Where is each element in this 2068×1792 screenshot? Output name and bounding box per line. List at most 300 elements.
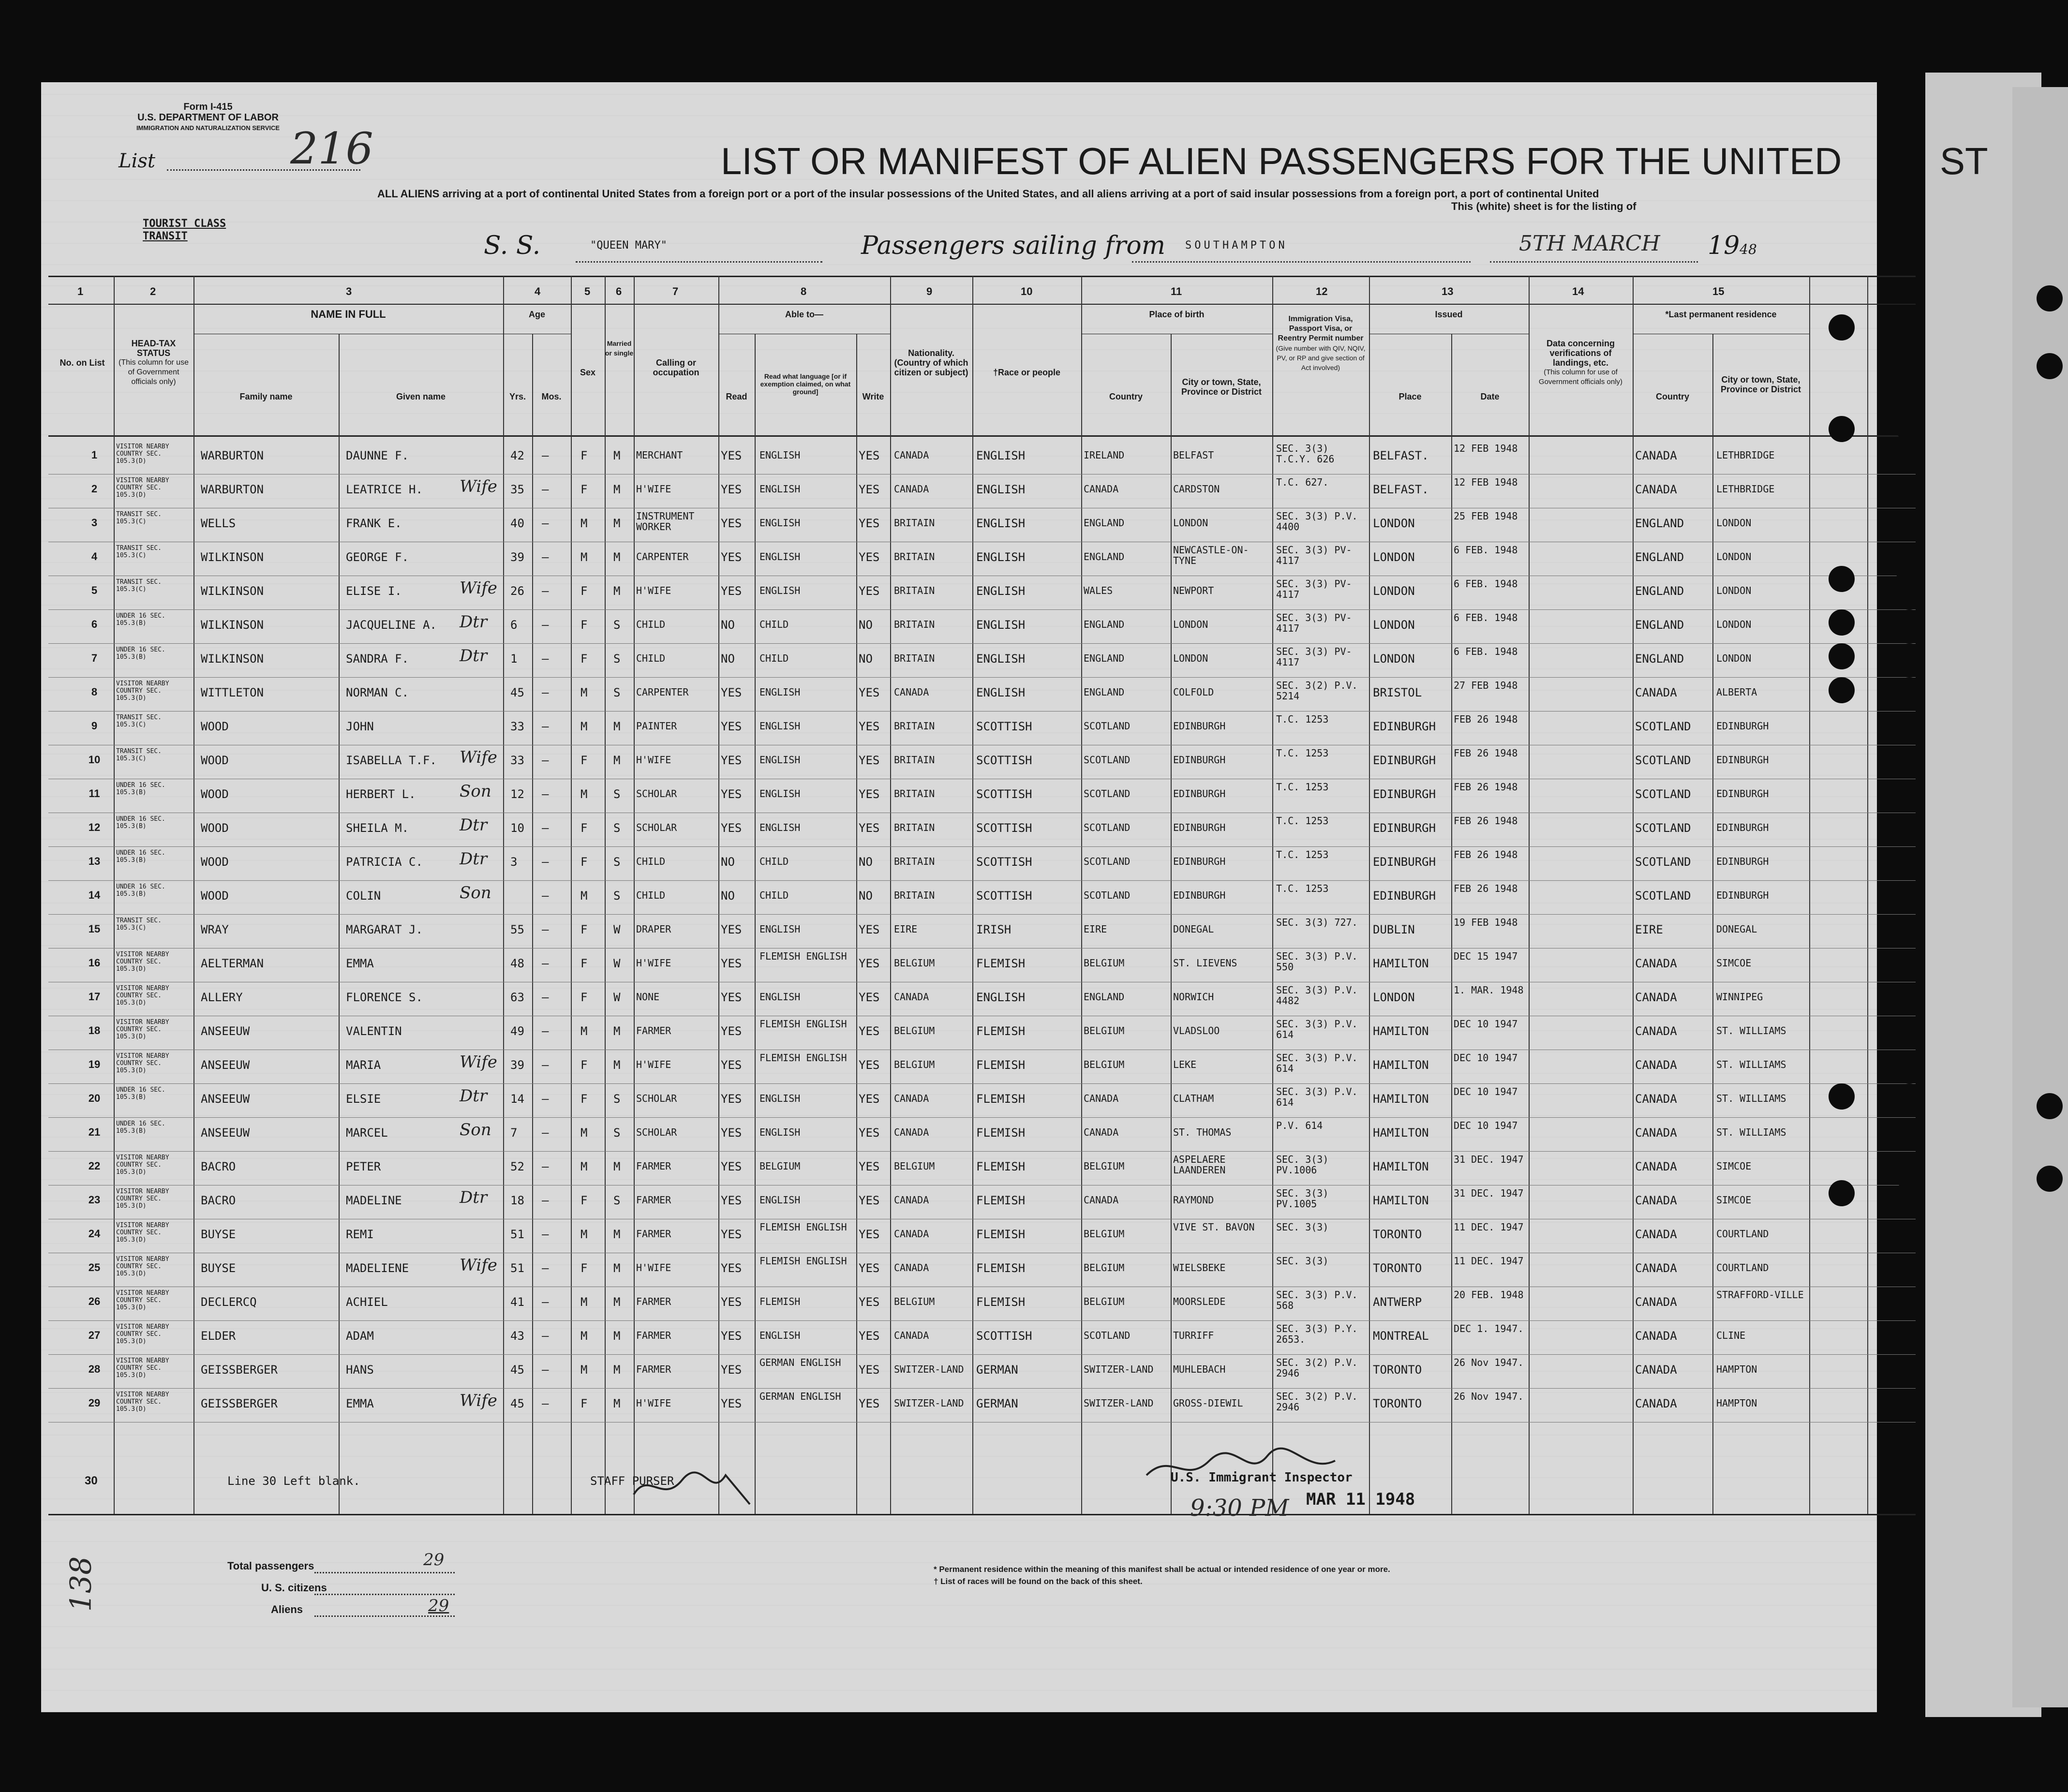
family-name: BUYSE <box>201 1228 236 1241</box>
sex: F <box>580 449 588 462</box>
read: YES <box>721 686 742 699</box>
row-number: 3 <box>91 517 98 529</box>
birth-city: EDINBURGH <box>1173 720 1226 732</box>
head-tax-status: VISITOR NEARBY COUNTRY SEC. 105.3(D) <box>116 477 169 499</box>
given-name: REMI <box>346 1228 374 1241</box>
punch-hole <box>2037 1166 2063 1192</box>
age: 39 <box>510 550 524 564</box>
row-number: 5 <box>91 584 98 596</box>
birth-country: WALES <box>1084 585 1113 596</box>
hdr-able-to: Able to— <box>785 310 823 319</box>
issued-date: DEC 10 1947 <box>1454 1018 1518 1030</box>
age: 1 <box>510 652 518 666</box>
issued-place: LONDON <box>1373 618 1415 632</box>
table-row <box>48 508 1916 542</box>
marital-status: M <box>613 1295 621 1309</box>
nationality: BRITAIN <box>894 754 935 766</box>
sex: F <box>580 821 588 835</box>
head-tax-status: VISITOR NEARBY COUNTRY SEC. 105.3(D) <box>116 1323 169 1345</box>
occupation: FARMER <box>636 1160 671 1172</box>
nationality: CANADA <box>894 1194 929 1206</box>
marital-status: S <box>613 889 621 903</box>
read: YES <box>721 1160 742 1173</box>
nationality: CANADA <box>894 1262 929 1274</box>
birth-country: CANADA <box>1084 1194 1119 1206</box>
given-name: HANS <box>346 1363 374 1377</box>
sex: M <box>580 550 588 564</box>
colnum-9: 9 <box>926 285 933 297</box>
read: YES <box>721 517 742 530</box>
head-tax-status: TRANSIT SEC. 105.3(C) <box>116 714 162 728</box>
table-row <box>48 1219 1916 1253</box>
page-title-continued: ST <box>1940 140 1988 182</box>
head-tax-status: UNDER 16 SEC. 105.3(B) <box>116 612 165 627</box>
nationality: BRITAIN <box>894 856 935 867</box>
age: 45 <box>510 686 524 699</box>
birth-city: LONDON <box>1173 619 1208 630</box>
visa-number: SEC. 3(3) T.C.Y. 626 <box>1276 443 1335 465</box>
language: FLEMISH ENGLISH <box>759 1255 847 1267</box>
margin-note: 138 <box>64 1556 98 1612</box>
residence-city: ST. WILLIAMS <box>1716 1126 1786 1138</box>
issued-place: EDINBURGH <box>1373 821 1436 835</box>
relationship-note: Wife <box>460 1052 497 1072</box>
age: 45 <box>510 1363 524 1377</box>
given-name: MARGARAT J. <box>346 923 423 936</box>
head-tax-status: VISITOR NEARBY COUNTRY SEC. 105.3(D) <box>116 1188 169 1210</box>
visa-number: SEC. 3(3) PV-4117 <box>1276 646 1352 668</box>
marital-status: M <box>613 1160 621 1173</box>
marital-status: S <box>613 821 621 835</box>
race: ENGLISH <box>976 686 1026 699</box>
residence-city: LONDON <box>1716 619 1752 630</box>
sex: F <box>580 584 588 598</box>
table-row <box>48 779 1916 813</box>
row-number: 7 <box>91 652 98 664</box>
race: SCOTTISH <box>976 855 1032 869</box>
months-tick-mark: — <box>542 618 549 632</box>
language: CHILD <box>759 619 789 630</box>
language: GERMAN ENGLISH <box>759 1357 841 1368</box>
write: YES <box>859 821 880 835</box>
residence-country: CANADA <box>1635 483 1677 496</box>
residence-city: HAMPTON <box>1716 1363 1757 1375</box>
relationship-note: Dtr <box>460 1086 488 1106</box>
language: ENGLISH <box>759 449 801 461</box>
sex: F <box>580 754 588 767</box>
issued-place: HAMILTON <box>1373 957 1429 970</box>
birth-country: SCOTLAND <box>1084 822 1131 833</box>
issued-date: 19 FEB 1948 <box>1454 917 1518 928</box>
class-labels <box>143 218 226 243</box>
visa-number: T.C. 1253 <box>1276 849 1329 860</box>
occupation: FARMER <box>636 1330 671 1341</box>
hdr-sex: Sex <box>580 368 596 377</box>
punch-hole <box>2037 1093 2063 1119</box>
total-line <box>314 1572 455 1573</box>
head-tax-status: TRANSIT SEC. 105.3(C) <box>116 917 162 932</box>
age: 43 <box>510 1329 524 1343</box>
issued-place: TORONTO <box>1373 1228 1422 1241</box>
race: FLEMISH <box>976 1058 1026 1072</box>
residence-city: ALBERTA <box>1716 686 1757 698</box>
read: YES <box>721 1363 742 1377</box>
visa-number: SEC. 3(3) PV.1006 <box>1276 1154 1329 1176</box>
sex: F <box>580 1261 588 1275</box>
residence-city: EDINBURGH <box>1716 856 1769 867</box>
occupation: FARMER <box>636 1228 671 1240</box>
residence-country: SCOTLAND <box>1635 821 1691 835</box>
residence-city: ST. WILLIAMS <box>1716 1059 1786 1070</box>
relationship-note: Wife <box>460 578 497 598</box>
occupation: CHILD <box>636 652 666 664</box>
age: 6 <box>510 618 518 632</box>
visa-number: SEC. 3(3) P.V. 568 <box>1276 1289 1358 1311</box>
hdr-read: Read <box>726 392 747 401</box>
occupation: INSTRUMENT WORKER <box>636 510 695 533</box>
visa-number: T.C. 1253 <box>1276 815 1329 827</box>
visa-number: T.C. 627. <box>1276 476 1329 488</box>
birth-city: MUHLEBACH <box>1173 1363 1226 1375</box>
row-number: 16 <box>88 957 101 969</box>
write: NO <box>859 618 873 632</box>
colnum-14: 14 <box>1572 285 1584 297</box>
sailing-port: SOUTHAMPTON <box>1185 239 1288 252</box>
read: YES <box>721 1329 742 1343</box>
age: 42 <box>510 449 524 462</box>
age: 33 <box>510 754 524 767</box>
write: YES <box>859 584 880 598</box>
table-row <box>48 1185 1916 1219</box>
write: YES <box>859 787 880 801</box>
write: NO <box>859 889 873 903</box>
residence-city: LONDON <box>1716 585 1752 596</box>
race: FLEMISH <box>976 1261 1026 1275</box>
write: YES <box>859 754 880 767</box>
table-row <box>48 474 1916 508</box>
issued-place: EDINBURGH <box>1373 855 1436 869</box>
language: CHILD <box>759 856 789 867</box>
row-number: 19 <box>88 1058 101 1070</box>
given-name: MARCEL <box>346 1126 388 1140</box>
sex: F <box>580 1092 588 1106</box>
marital-status: W <box>613 923 621 936</box>
birth-country: BELGIUM <box>1084 1059 1125 1070</box>
nationality: CANADA <box>894 1093 929 1104</box>
issued-place: LONDON <box>1373 584 1415 598</box>
nationality: EIRE <box>894 923 918 935</box>
race: FLEMISH <box>976 1024 1026 1038</box>
family-name: WILKINSON <box>201 584 264 598</box>
read: YES <box>721 923 742 936</box>
birth-country: CANADA <box>1084 1126 1119 1138</box>
race: IRISH <box>976 923 1012 936</box>
age: 12 <box>510 787 524 801</box>
table-row <box>48 813 1916 846</box>
given-name: EMMA <box>346 1397 374 1410</box>
residence-country: SCOTLAND <box>1635 889 1691 903</box>
read: YES <box>721 483 742 496</box>
age: 48 <box>510 957 524 970</box>
table-row <box>48 711 1916 745</box>
head-tax-status: VISITOR NEARBY COUNTRY SEC. 105.3(D) <box>116 951 169 973</box>
hdr-visa <box>1275 314 1367 372</box>
residence-city: EDINBURGH <box>1716 889 1769 901</box>
occupation: CARPENTER <box>636 686 689 698</box>
list-dotline <box>167 169 360 171</box>
write: YES <box>859 483 880 496</box>
months-tick-mark: — <box>542 1397 549 1410</box>
aliens-line <box>314 1615 455 1617</box>
age: 55 <box>510 923 524 936</box>
age: 52 <box>510 1160 524 1173</box>
read: YES <box>721 1194 742 1207</box>
residence-city: LETHBRIDGE <box>1716 449 1775 461</box>
given-name: VALENTIN <box>346 1024 402 1038</box>
months-tick-mark: — <box>542 787 549 801</box>
nationality: CANADA <box>894 1126 929 1138</box>
write: NO <box>859 652 873 666</box>
issued-date: 6 FEB. 1948 <box>1454 612 1518 623</box>
residence-country: EIRE <box>1635 923 1663 936</box>
given-name: LEATRICE H. <box>346 483 423 496</box>
birth-city: CLATHAM <box>1173 1093 1214 1104</box>
age: 51 <box>510 1261 524 1275</box>
row-number: 11 <box>89 787 100 800</box>
aliens-label: Aliens <box>271 1603 303 1615</box>
residence-city: SIMCOE <box>1716 957 1752 969</box>
given-name: MARIA <box>346 1058 381 1072</box>
visa-number: T.C. 1253 <box>1276 883 1329 894</box>
punch-hole <box>1896 1083 1922 1110</box>
birth-country: BELGIUM <box>1084 957 1125 969</box>
row-number: 15 <box>88 923 101 935</box>
residence-country: SCOTLAND <box>1635 787 1691 801</box>
read: YES <box>721 991 742 1004</box>
issued-date: 20 FEB. 1948 <box>1454 1289 1524 1301</box>
relationship-note: Son <box>460 883 491 903</box>
nationality: BRITAIN <box>894 822 935 833</box>
marital-status: M <box>613 483 621 496</box>
issued-date: FEB 26 1948 <box>1454 849 1518 860</box>
language: ENGLISH <box>759 1093 801 1104</box>
colnum-3: 3 <box>346 285 352 297</box>
row30-text: Line 30 Left blank. <box>227 1474 360 1488</box>
birth-country: ENGLAND <box>1084 652 1125 664</box>
row-number: 23 <box>88 1194 101 1206</box>
read: YES <box>721 787 742 801</box>
issued-place: ANTWERP <box>1373 1295 1422 1309</box>
residence-country: ENGLAND <box>1635 550 1684 564</box>
language: ENGLISH <box>759 720 801 732</box>
nationality: BRITAIN <box>894 517 935 529</box>
marital-status: M <box>613 1397 621 1410</box>
residence-city: CLINE <box>1716 1330 1746 1341</box>
race: FLEMISH <box>976 1295 1026 1309</box>
table-row <box>48 643 1916 677</box>
ss-label: S. S. <box>484 231 541 260</box>
visa-number: SEC. 3(3) PV.1005 <box>1276 1187 1329 1210</box>
occupation: CHILD <box>636 619 666 630</box>
write: YES <box>859 957 880 970</box>
occupation: CHILD <box>636 889 666 901</box>
given-name: HERBERT L. <box>346 787 416 801</box>
class-transit: TRANSIT <box>143 230 188 242</box>
residence-country: CANADA <box>1635 449 1677 462</box>
language: ENGLISH <box>759 1330 801 1341</box>
form-number: Form I-415 <box>183 102 233 112</box>
nationality: BRITAIN <box>894 652 935 664</box>
issued-place: HAMILTON <box>1373 1024 1429 1038</box>
sex: F <box>580 855 588 869</box>
nationality: CANADA <box>894 483 929 495</box>
family-name: ANSEEUW <box>201 1058 250 1072</box>
read: NO <box>721 889 735 903</box>
language: ENGLISH <box>759 754 801 766</box>
given-name: ISABELLA T.F. <box>346 754 437 767</box>
issued-place: LONDON <box>1373 652 1415 666</box>
age: 10 <box>510 821 524 835</box>
given-name: SHEILA M. <box>346 821 409 835</box>
head-tax-status: VISITOR NEARBY COUNTRY SEC. 105.3(D) <box>116 1052 169 1074</box>
birth-city: EDINBURGH <box>1173 889 1226 901</box>
head-tax-status: VISITOR NEARBY COUNTRY SEC. 105.3(D) <box>116 1256 169 1277</box>
months-tick-mark: — <box>542 1058 549 1072</box>
footnote-residence: * Permanent residence within the meaning of this manifest shall be actual or intended residence of one year or more. <box>934 1565 1390 1574</box>
table-row-30 <box>48 1466 1916 1499</box>
given-name: PATRICIA C. <box>346 855 423 869</box>
write: YES <box>859 1261 880 1275</box>
race: SCOTTISH <box>976 787 1032 801</box>
family-name: WILKINSON <box>201 618 264 632</box>
read: YES <box>721 584 742 598</box>
issued-place: LONDON <box>1373 517 1415 530</box>
family-name: WOOD <box>201 889 229 903</box>
sex: F <box>580 1397 588 1410</box>
occupation: H'WIFE <box>636 1059 671 1070</box>
birth-country: ENGLAND <box>1084 619 1125 630</box>
hdr-yrs: Yrs. <box>509 392 526 401</box>
visa-number: T.C. 1253 <box>1276 713 1329 725</box>
table-row <box>48 1151 1916 1185</box>
ship-name: "QUEEN MARY" <box>590 239 667 252</box>
sex: F <box>580 991 588 1004</box>
punch-hole <box>1829 1180 1855 1206</box>
table-row <box>48 880 1916 914</box>
occupation: CARPENTER <box>636 551 689 563</box>
issued-date: FEB 26 1948 <box>1454 781 1518 793</box>
hdr-lr-country: Country <box>1656 392 1689 401</box>
read: YES <box>721 1228 742 1241</box>
sex: M <box>580 889 588 903</box>
race: ENGLISH <box>976 991 1026 1004</box>
read: YES <box>721 1092 742 1106</box>
birth-city: EDINBURGH <box>1173 788 1226 800</box>
language: ENGLISH <box>759 1194 801 1206</box>
residence-country: CANADA <box>1635 1126 1677 1140</box>
residence-city: WINNIPEG <box>1716 991 1763 1003</box>
given-name: FRANK E. <box>346 517 402 530</box>
language: FLEMISH <box>759 1296 801 1307</box>
given-name: COLIN <box>346 889 381 903</box>
hdr-read-what: Read what language [or if exemption claimed, on what ground] <box>760 372 851 396</box>
issued-date: 11 DEC. 1947 <box>1454 1221 1524 1233</box>
birth-city: NEWPORT <box>1173 585 1214 596</box>
birth-country: SCOTLAND <box>1084 856 1131 867</box>
hdr-family-name: Family name <box>239 392 293 401</box>
visa-number: SEC. 3(3) P.V. 550 <box>1276 950 1358 973</box>
months-tick-mark: — <box>542 1363 549 1377</box>
visa-number: SEC. 3(3) <box>1276 1221 1329 1233</box>
row-number: 20 <box>88 1092 101 1104</box>
ship-name-line <box>576 261 822 263</box>
residence-city: COURTLAND <box>1716 1228 1769 1240</box>
read: YES <box>721 720 742 733</box>
race: ENGLISH <box>976 652 1026 666</box>
sex: M <box>580 1160 588 1173</box>
marital-status: M <box>613 754 621 767</box>
year-suffix: 48 <box>1740 241 1757 257</box>
residence-city: LETHBRIDGE <box>1716 483 1775 495</box>
race: SCOTTISH <box>976 720 1032 733</box>
months-tick-mark: — <box>542 1228 549 1241</box>
visa-number: SEC. 3(3) 727. <box>1276 917 1358 928</box>
service: IMMIGRATION AND NATURALIZATION SERVICE <box>136 124 280 132</box>
marital-status: S <box>613 787 621 801</box>
head-tax-status: UNDER 16 SEC. 105.3(B) <box>116 849 165 864</box>
table-row <box>48 1117 1916 1151</box>
race: FLEMISH <box>976 1194 1026 1207</box>
relationship-note: Son <box>460 1120 491 1140</box>
hdr-issued: Issued <box>1435 310 1463 319</box>
occupation: PAINTER <box>636 720 677 732</box>
occupation: SCHOLAR <box>636 822 677 833</box>
residence-country: SCOTLAND <box>1635 720 1691 733</box>
family-name: WOOD <box>201 754 229 767</box>
residence-city: EDINBURGH <box>1716 720 1769 732</box>
visa-number: SEC. 3(3) P.Y. 2653. <box>1276 1323 1358 1345</box>
head-tax-status: VISITOR NEARBY COUNTRY SEC. 105.3(D) <box>116 1154 169 1176</box>
birth-country: BELGIUM <box>1084 1160 1125 1172</box>
relationship-note: Wife <box>460 748 497 767</box>
punch-hole <box>1896 314 1922 341</box>
colnum-10: 10 <box>1021 285 1033 297</box>
residence-city: EDINBURGH <box>1716 754 1769 766</box>
occupation: H'WIFE <box>636 585 671 596</box>
issued-date: DEC 10 1947 <box>1454 1086 1518 1097</box>
write: YES <box>859 923 880 936</box>
months-tick-mark: — <box>542 1024 549 1038</box>
birth-city: NORWICH <box>1173 991 1214 1003</box>
given-name: ELISE I. <box>346 584 402 598</box>
birth-country: BELGIUM <box>1084 1296 1125 1307</box>
table-row <box>48 1354 1916 1388</box>
punch-hole <box>1829 677 1855 703</box>
issued-place: TORONTO <box>1373 1363 1422 1377</box>
sailing-date-line <box>1490 261 1698 263</box>
language: GERMAN ENGLISH <box>759 1391 841 1402</box>
row-number: 18 <box>88 1024 101 1037</box>
birth-city: EDINBURGH <box>1173 856 1226 867</box>
relationship-note: Dtr <box>460 612 488 632</box>
residence-city: SIMCOE <box>1716 1194 1752 1206</box>
family-name: WITTLETON <box>201 686 264 699</box>
months-tick-mark: — <box>542 449 549 462</box>
residence-city: DONEGAL <box>1716 923 1757 935</box>
table-row <box>48 846 1916 880</box>
months-tick-mark: — <box>542 1329 549 1343</box>
class-tourist: TOURIST CLASS <box>143 218 226 230</box>
